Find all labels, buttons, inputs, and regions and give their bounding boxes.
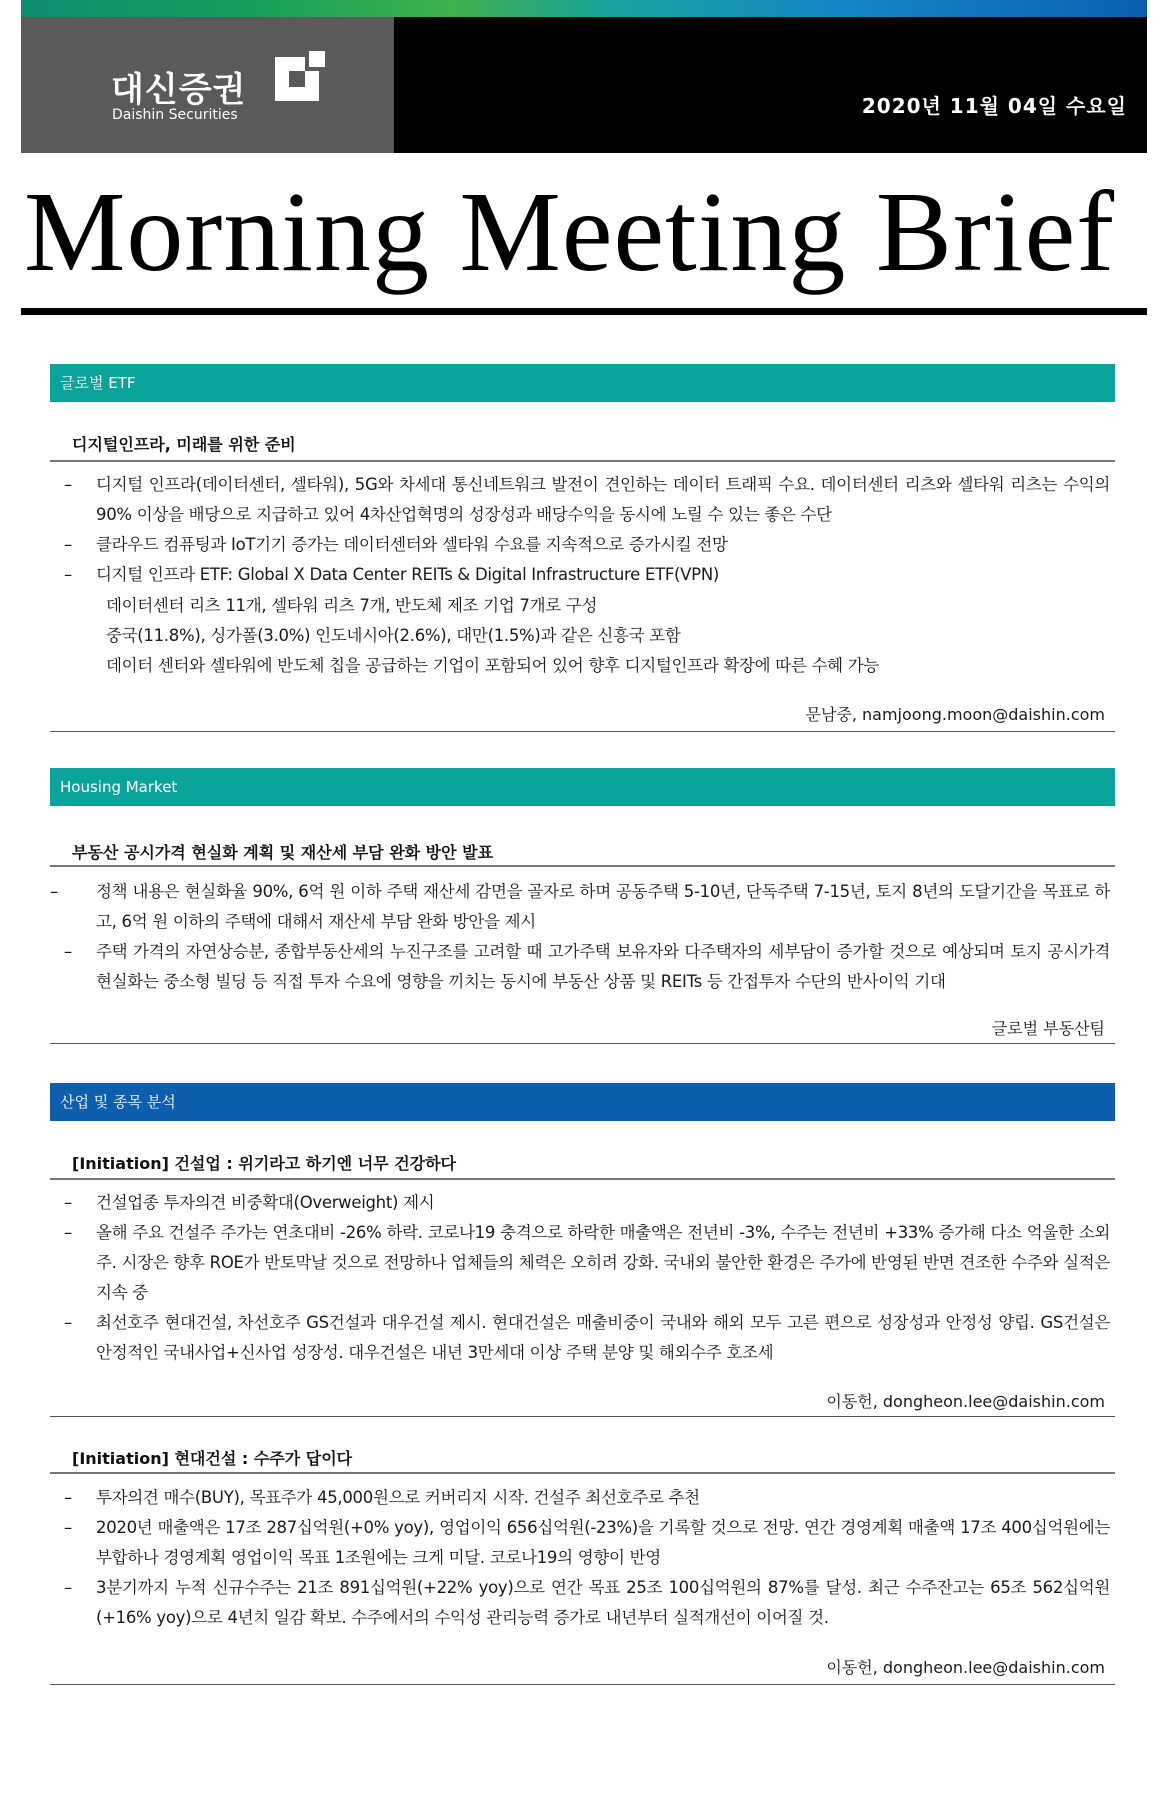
daishin-logo-icon xyxy=(271,47,329,105)
logo-english-text: Daishin Securities xyxy=(112,107,238,123)
report-date: 2020년 11월 04일 수요일 xyxy=(861,94,1127,118)
section-bar-industry-analysis: 산업 및 종목 분석 xyxy=(50,1083,1115,1121)
article-end-rule xyxy=(50,1684,1115,1685)
article-end-rule xyxy=(50,1043,1115,1044)
bullet-item: – 투자의견 매수(BUY), 목표주가 45,000원으로 커버리지 시작. 건설주 최선호주로 추천 xyxy=(64,1488,700,1507)
page-header xyxy=(21,0,1147,153)
author-credit: 이동헌, dongheon.lee@daishin.com xyxy=(826,1658,1105,1677)
bullet-item: – 올해 주요 건설주 주가는 연초대비 -26% 하락. 코로나19 충격으로 하락한 매출액은 전년비 -3%, 수주는 전년비 +33% 증가해 다소 억울한 소외주. 시장은 향후 ROE가 반토막날 것으로 전망하나 업체들의 체력은 오히려 강화. 국내외 불안한 환경은 주가에 반영된 반면 견조한 수주와 실적은 지속 중 xyxy=(64,1223,1110,1302)
bullet-list xyxy=(60,1483,1110,1633)
article-title: 부동산 공시가격 현실화 계획 및 재산세 부담 완화 방안 발표 xyxy=(72,843,494,862)
bullet-item: – 3분기까지 누적 신규수주는 21조 891십억원(+22% yoy)으로 연간 목표 25조 100십억원의 87%를 달성. 최근 수주잔고는 65조 562십억원(+16% yoy)으로 4년치 일감 확보. 수주에서의 수익성 관리능력 증가로 내년부터 실적개선이 이어질 것. xyxy=(64,1578,1110,1627)
section-bar-housing-market: Housing Market xyxy=(50,768,1115,806)
logo-box xyxy=(21,17,394,153)
bullet-item: – 건설업종 투자의견 비중확대(Overweight) 제시 xyxy=(64,1193,435,1212)
bullet-list xyxy=(60,1188,1110,1368)
sub-line: 데이터센터 리츠 11개, 셀타워 리츠 7개, 반도체 제조 기업 7개로 구성 xyxy=(106,596,598,615)
article-end-rule xyxy=(50,731,1115,732)
bullet-list xyxy=(60,470,1110,590)
article-title-rule xyxy=(50,1178,1115,1180)
sub-line-list xyxy=(106,591,1106,681)
article-title-rule xyxy=(50,1472,1115,1474)
section-bar-global-etf: 글로벌 ETF xyxy=(50,364,1115,402)
bullet-list xyxy=(50,877,1110,997)
logo-korean-text: 대신증권 xyxy=(111,70,247,110)
article-title: [Initiation] 건설업 : 위기라고 하기엔 너무 건강하다 xyxy=(72,1154,457,1173)
article-title-rule xyxy=(50,865,1115,867)
article-title-rule xyxy=(50,460,1115,462)
article-title: 디지털인프라, 미래를 위한 준비 xyxy=(72,435,296,454)
sub-line: 중국(11.8%), 싱가폴(3.0%) 인도네시아(2.6%), 대만(1.5%)과 같은 신흥국 포함 xyxy=(106,626,681,645)
sub-line: 데이터 센터와 셀타워에 반도체 칩을 공급하는 기업이 포함되어 있어 향후 디지털인프라 확장에 따른 수혜 가능 xyxy=(106,656,879,675)
bullet-item: – 최선호주 현대건설, 차선호주 GS건설과 대우건설 제시. 현대건설은 매출비중이 국내와 해외 모두 고른 편으로 성장성과 안정성 양립. GS건설은 안정적인 국내사업+신사업 성장성. 대우건설은 내년 3만세대 이상 주택 분양 및 해외수주 호조세 xyxy=(64,1313,1110,1362)
title-divider xyxy=(21,308,1147,315)
bullet-item: – 클라우드 컴퓨팅과 IoT기기 증가는 데이터센터와 셀타워 수요를 지속적으로 증가시킬 전망 xyxy=(64,535,728,554)
bullet-item: – 정책 내용은 현실화율 90%, 6억 원 이하 주택 재산세 감면을 골자로 하며 공동주택 5-10년, 단독주택 7-15년, 토지 8년의 도달기간을 목표로 하고, 6억 원 이하의 주택에 대해서 재산세 부담 완화 방안을 제시 xyxy=(50,882,1110,931)
bullet-item: – 디지털 인프라 ETF: Global X Data Center REITs & Digital Infrastructure ETF(VPN) xyxy=(64,565,720,584)
bullet-item: – 디지털 인프라(데이터센터, 셀타워), 5G와 차세대 통신네트워크 발전이 견인하는 데이터 트래픽 수요. 데이터센터 리츠와 셀타워 리츠는 수익의 90% 이상을 배당으로 지급하고 있어 4차산업혁명의 성장성과 배당수익을 동시에 노릴 수 있는 좋은 수단 xyxy=(64,475,1110,524)
author-credit: 글로벌 부동산팀 xyxy=(991,1019,1105,1038)
article-title: [Initiation] 현대건설 : 수주가 답이다 xyxy=(72,1449,353,1468)
bullet-item: – 주택 가격의 자연상승분, 종합부동산세의 누진구조를 고려할 때 고가주택 보유자와 다주택자의 세부담이 증가할 것으로 예상되며 토지 공시가격 현실화는 중소형 빌딩 등 직접 투자 수요에 영향을 끼치는 동시에 부동산 상품 및 REITs 등 간접투자 수단의 반사이익 기대 xyxy=(64,942,1110,991)
author-credit: 이동헌, dongheon.lee@daishin.com xyxy=(826,1392,1105,1411)
header-gradient-strip xyxy=(21,0,1147,17)
article-end-rule xyxy=(50,1416,1115,1417)
page-title: Morning Meeting Brief xyxy=(24,168,1116,295)
bullet-item: – 2020년 매출액은 17조 287십억원(+0% yoy), 영업이익 656십억원(-23%)을 기록할 것으로 전망. 연간 경영계획 매출액 17조 400십억원에는 부합하나 경영계획 영업이익 목표 1조원에는 크게 미달. 코로나19의 영향이 반영 xyxy=(64,1518,1110,1567)
author-credit: 문남중, namjoong.moon@daishin.com xyxy=(805,705,1105,724)
